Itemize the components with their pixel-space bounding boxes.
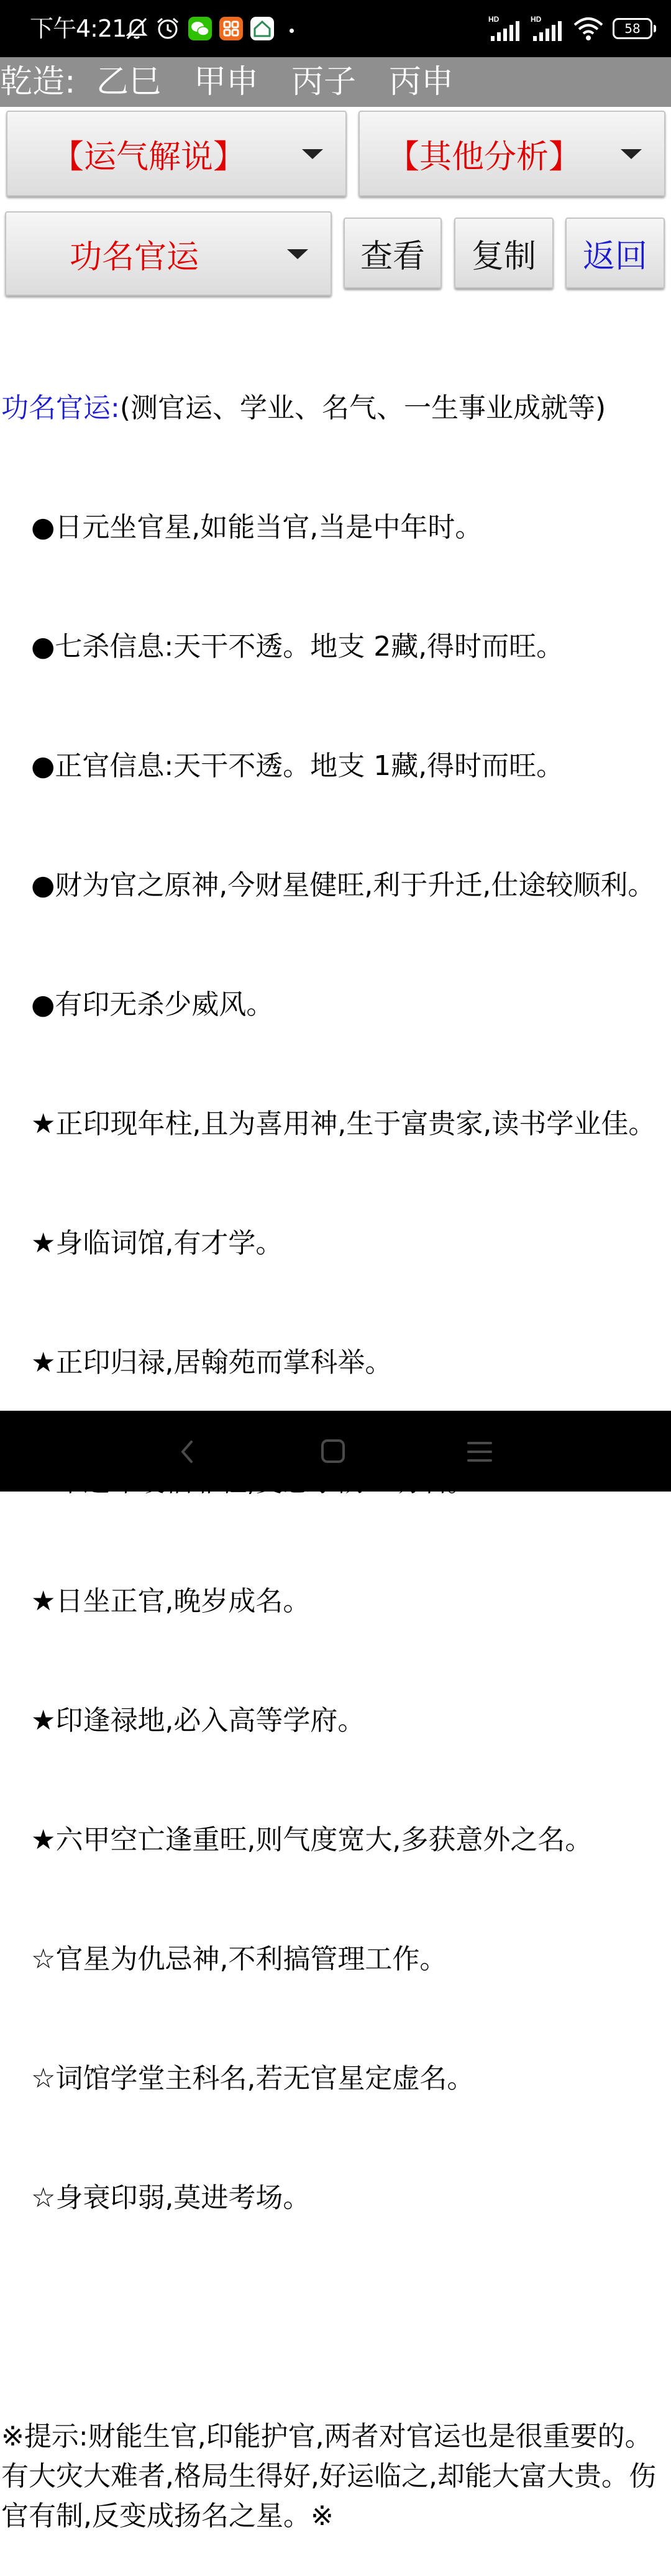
analysis-item: ●有印无杀少威风。: [31, 989, 274, 1020]
view-button[interactable]: 查看: [344, 218, 442, 288]
dropdown-arrow-icon: [302, 149, 323, 159]
alarm-icon: [155, 16, 180, 41]
bazi-label: 乾造:: [0, 63, 76, 101]
analysis-item: [1, 866, 670, 905]
analysis-item: ●正官信息:天干不透。地支 1藏,得时而旺。: [31, 750, 564, 782]
svg-text:HD: HD: [531, 15, 542, 24]
dropdown-arrow-icon: [287, 249, 308, 259]
home-nav-icon[interactable]: [314, 1436, 352, 1468]
analysis-item-text: ★正印现年柱,且为喜用神,生于富贵家,读书学业佳。: [31, 1108, 656, 1140]
dropdown-label: 【其他分析】: [386, 138, 581, 176]
analysis-item: ★身临词馆,有才学。: [31, 1227, 283, 1259]
analysis-item: ☆身衰印弱,莫进考场。: [31, 2182, 311, 2214]
status-time: 下午4:21: [30, 15, 127, 42]
analysis-item: ☆词馆学堂主科名,若无官星定虚名。: [31, 2063, 475, 2094]
bazi-header: [0, 57, 671, 107]
analysis-item-text: ●财为官之原神,今财星健旺,利于升迁,仕途较顺利。: [31, 869, 655, 901]
dropdown-label: 功名官运: [69, 238, 199, 276]
analysis-item: ★印逢禄地,必入高等学府。: [31, 1705, 365, 1736]
other-analysis-dropdown[interactable]: [358, 111, 665, 196]
back-button[interactable]: 返回: [565, 218, 665, 288]
dropdown-label: 【运气解说】: [51, 138, 245, 176]
mute-bell-icon: [124, 16, 149, 41]
hd-signal-icon: [531, 15, 564, 42]
section-description: (测官运、学业、名气、一生事业成就等): [119, 392, 606, 424]
section-heading: 功名官运:: [1, 392, 120, 424]
svg-text:HD: HD: [488, 15, 500, 24]
analysis-item: ★正印归禄,居翰苑而掌科举。: [31, 1347, 393, 1378]
wechat-icon: [188, 16, 212, 41]
navigation-bar: [0, 1411, 671, 1492]
analysis-item-text: ★六甲空亡逢重旺,则气度宽大,多获意外之名。: [31, 1824, 593, 1856]
tip-text: ※提示:财能生官,印能护官,两者对官运也是很重要的。有大灾大难者,格局生得好,好运临之,却能大富大贵。伤官有制,反变成扬名之星。※: [1, 2421, 656, 2532]
analysis-item: ★日坐正官,晚岁成名。: [31, 1585, 311, 1617]
spacer: [1, 2298, 670, 2337]
app-icon: [219, 16, 244, 41]
battery-icon: 58: [613, 18, 652, 39]
analysis-item: [1, 1820, 670, 1860]
hd-signal-icon: [488, 15, 522, 42]
copy-button[interactable]: 复制: [454, 218, 554, 288]
home-icon: [250, 16, 275, 41]
fortune-explain-dropdown[interactable]: [6, 111, 347, 196]
wifi-icon: [573, 16, 604, 41]
status-right: [488, 12, 652, 45]
analysis-item: [1, 1104, 670, 1144]
back-nav-icon[interactable]: [169, 1436, 206, 1468]
analysis-item: ●七杀信息:天干不透。地支 2藏,得时而旺。: [31, 631, 564, 662]
dropdown-arrow-icon: [621, 149, 642, 159]
notification-dot: [290, 29, 294, 33]
status-bar: [0, 0, 671, 57]
bazi-pillar: 乙巳: [96, 63, 162, 101]
bazi-pillar: 丙申: [389, 63, 454, 101]
menu-nav-icon[interactable]: [461, 1436, 498, 1468]
analysis-item: ☆官星为仇忌神,不利搞管理工作。: [31, 1943, 447, 1975]
category-dropdown[interactable]: [5, 211, 332, 296]
bazi-pillar: 甲申: [194, 63, 259, 101]
section-heading-line: [1, 388, 670, 428]
analysis-item: ●日元坐官星,如能当官,当是中年时。: [31, 511, 483, 543]
bazi-pillar: 丙子: [291, 63, 357, 101]
